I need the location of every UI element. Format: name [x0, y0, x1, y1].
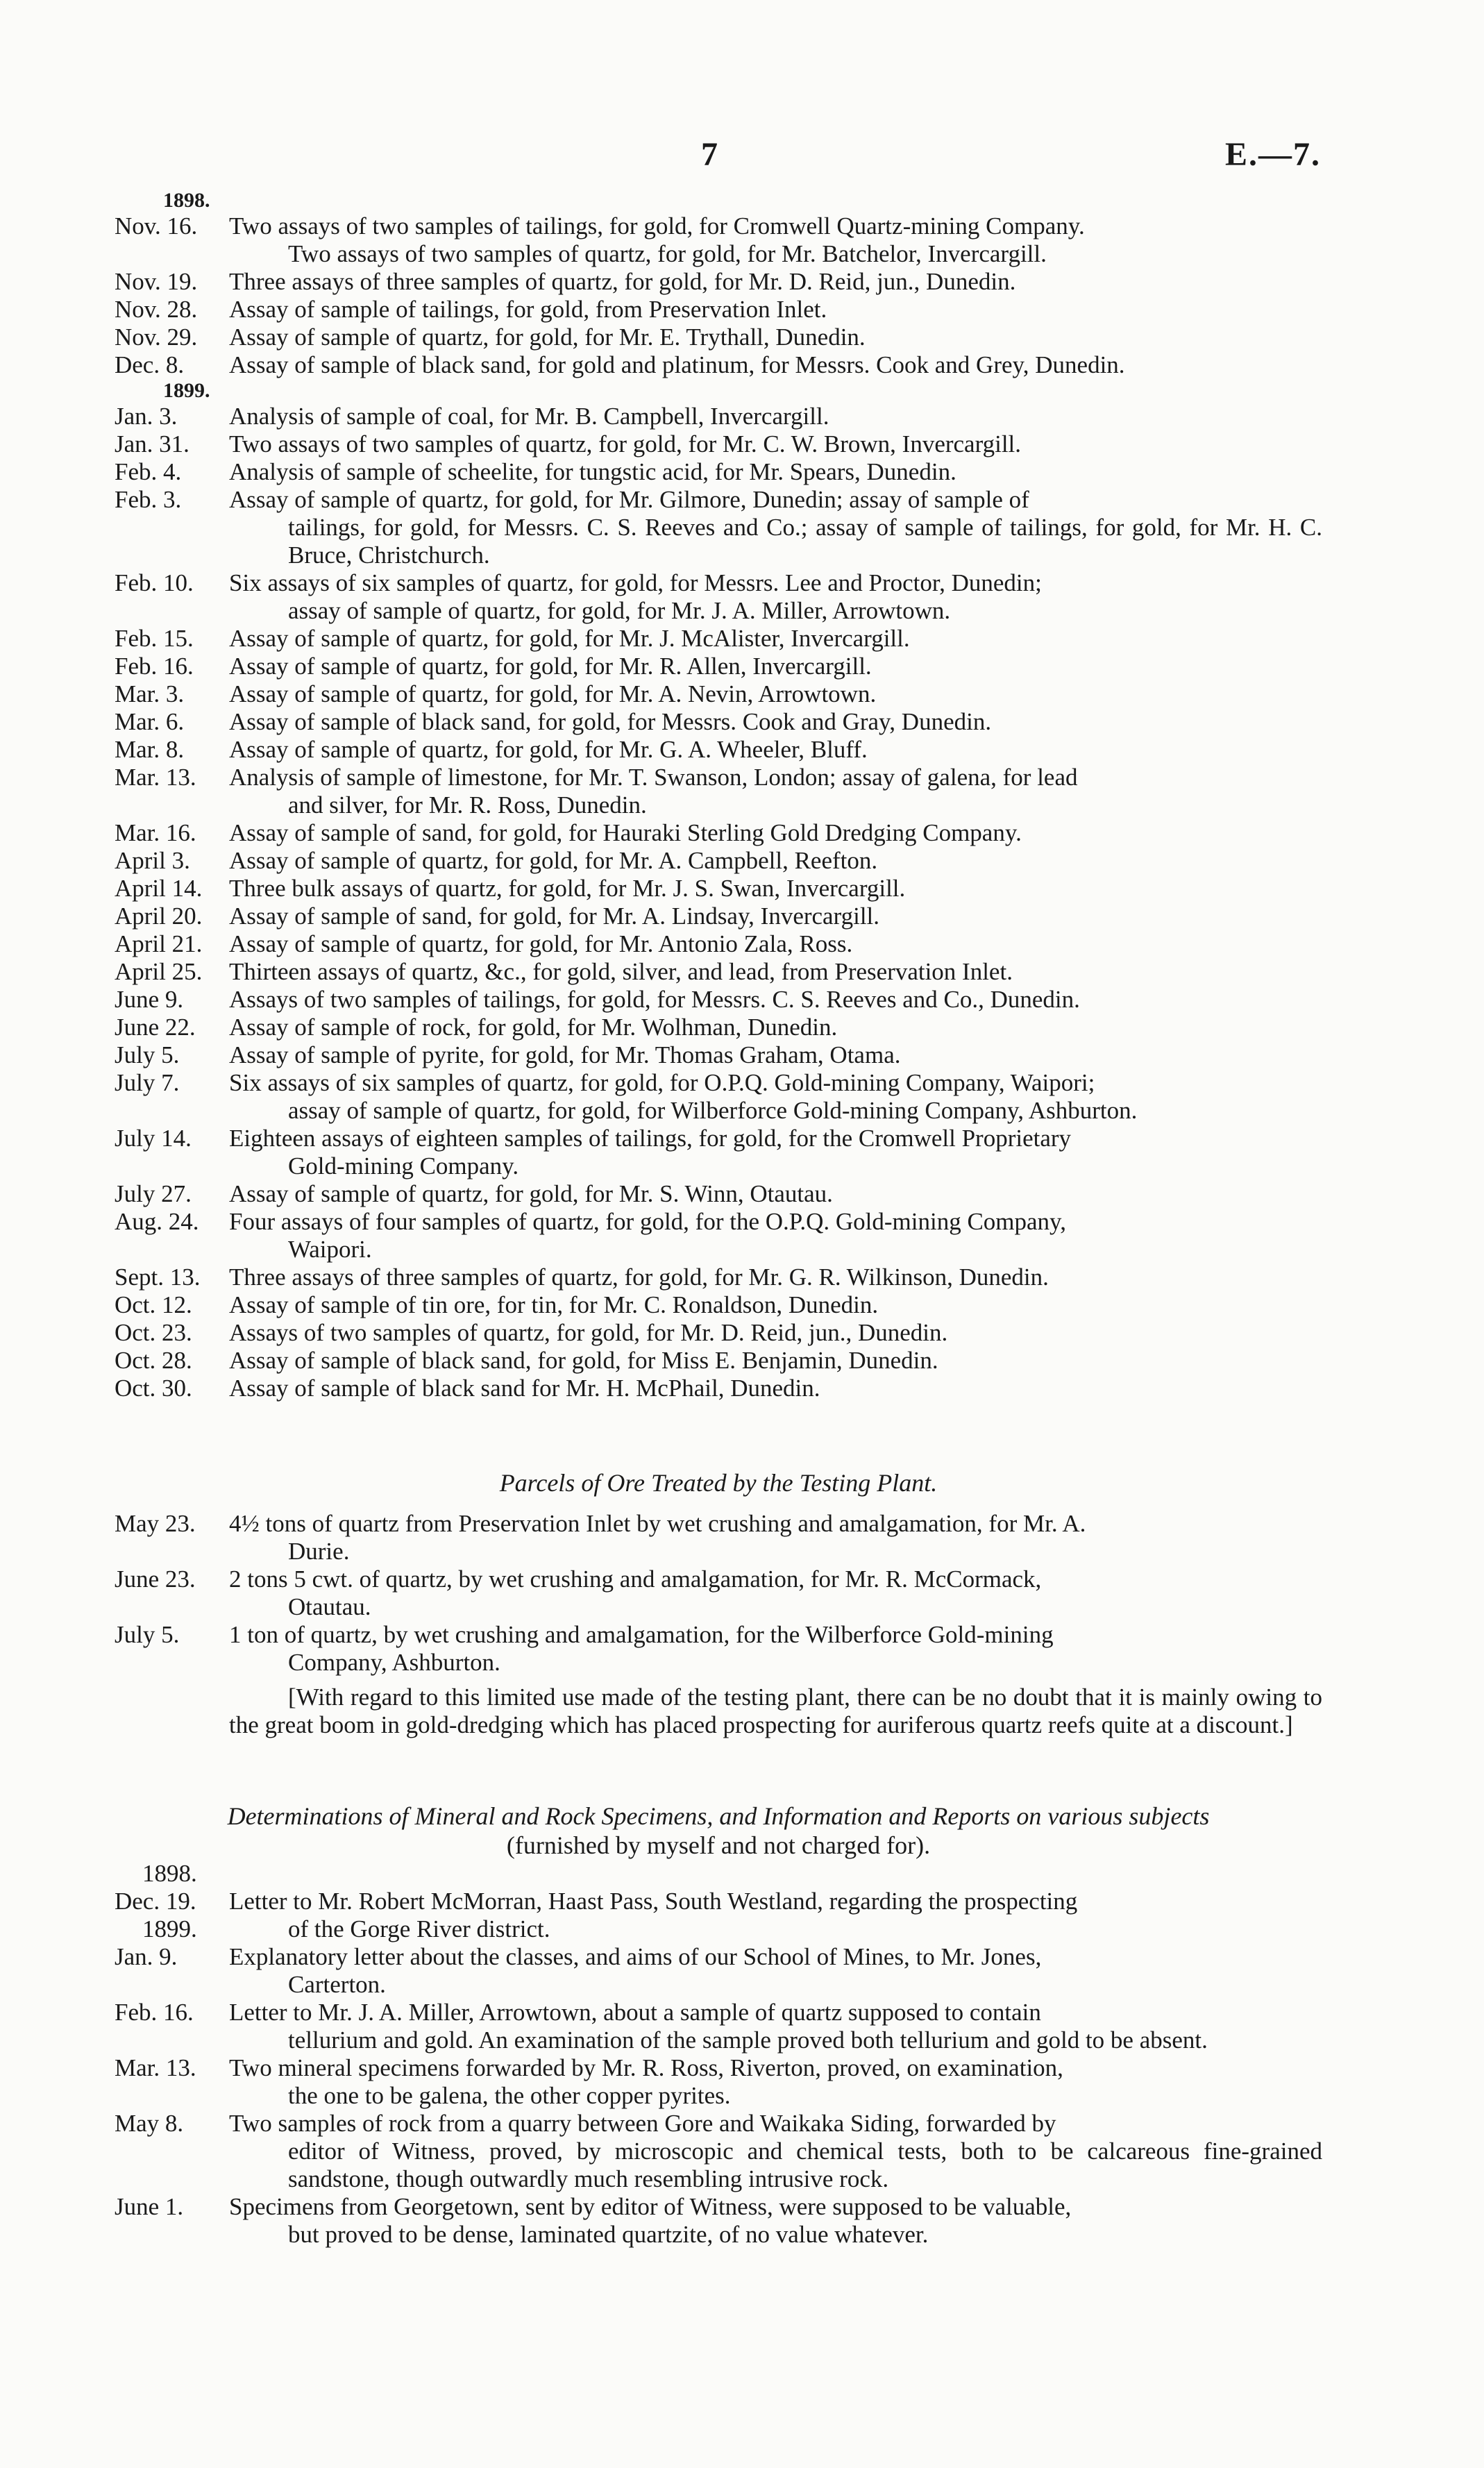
entry-date: May 8.: [115, 2110, 184, 2137]
entry-continuation: and silver, for Mr. R. Ross, Dunedin.: [288, 791, 647, 819]
list-item: [115, 958, 1322, 986]
entry-text: [229, 1208, 1322, 1264]
entry-text: [229, 1041, 1322, 1069]
list-item: [115, 736, 1322, 764]
entry-date: Dec. 8.: [115, 351, 185, 378]
list-item: [115, 1319, 1322, 1347]
entry-text: [229, 1943, 1322, 1999]
entry-date: Feb. 15.: [115, 625, 194, 652]
parcel-list: [115, 1510, 1322, 1677]
entry-date: June 23.: [115, 1565, 196, 1593]
entry-date: Aug. 24.: [115, 1208, 199, 1235]
entry-text: [229, 653, 1322, 680]
note-text: [With regard to this limited use made of the testing plant, there can be no doubt that it is mainly owing to the great boom in gold-dredging which has placed prospecting for auriferous quartz reefs quite at a discount.]: [229, 1684, 1322, 1738]
entry-date: April 14.: [115, 875, 203, 902]
entry-first-line: Two samples of rock from a quarry between Gore and Waikaka Siding, forwarded by: [229, 2110, 1056, 2137]
list-item: [115, 1999, 1322, 2054]
entry-continuation: editor of Witness, proved, by microscopic and chemical tests, both to be calcareous fine-grained sandstone, though outwardly much resembling intrusive rock.: [288, 2138, 1322, 2192]
list-item: [115, 708, 1322, 736]
entry-first-line: Letter to Mr. J. A. Miller, Arrowtown, about a sample of quartz supposed to contain: [229, 1999, 1041, 2026]
entry-first-line: 4½ tons of quartz from Preservation Inlet by wet crushing and amalgamation, for Mr. A.: [229, 1510, 1086, 1537]
entry-first-line: Assay of sample of black sand for Mr. H. McPhail, Dunedin.: [229, 1375, 820, 1402]
list-item: [115, 930, 1322, 958]
entry-text: [229, 569, 1322, 625]
entry-first-line: Two mineral specimens forwarded by Mr. R. Ross, Riverton, proved, on examination,: [229, 2054, 1063, 2081]
entry-date: Feb. 4.: [115, 458, 182, 485]
entry-text: [229, 708, 1322, 736]
entry-text: [229, 1291, 1322, 1319]
entry-text: [229, 2110, 1322, 2193]
heading-plain: (furnished by myself and not charged for).: [506, 1831, 931, 1859]
entry-date: Sept. 13.: [115, 1264, 201, 1291]
entry-first-line: Three assays of three samples of quartz, for gold, for Mr. D. Reid, jun., Dunedin.: [229, 268, 1016, 295]
list-item: [115, 903, 1322, 930]
list-item: [115, 1014, 1322, 1041]
entry-first-line: Assay of sample of quartz, for gold, for Mr. Gilmore, Dunedin; assay of sample of: [229, 486, 1029, 513]
entry-date: July 7.: [115, 1069, 180, 1096]
list-item: [115, 764, 1322, 819]
entry-date: Mar. 16.: [115, 819, 196, 846]
list-item: [115, 1375, 1322, 1402]
list-item: [115, 1208, 1322, 1264]
entry-text: [229, 1621, 1322, 1677]
list-item: [115, 296, 1322, 324]
entry-continuation: of the Gorge River district.: [288, 1915, 550, 1942]
entry-date: April 25.: [115, 958, 203, 985]
entry-first-line: Assay of sample of quartz, for gold, for Mr. G. A. Wheeler, Bluff.: [229, 736, 868, 763]
entry-date: Feb. 3.: [115, 486, 182, 513]
entry-text: [229, 847, 1322, 875]
entry-continuation: Otautau.: [288, 1593, 371, 1620]
entry-text: [229, 986, 1322, 1014]
entry-date: May 23.: [115, 1510, 196, 1537]
year-label: 1898.: [163, 189, 210, 212]
entry-date: Mar. 13.: [115, 764, 196, 791]
section-heading: Parcels of Ore Treated by the Testing Plant.: [499, 1469, 938, 1497]
entry-text: [229, 212, 1322, 268]
entry-continuation: Carterton.: [288, 1971, 386, 1998]
entry-first-line: Assay of sample of sand, for gold, for Hauraki Sterling Gold Dredging Company.: [229, 819, 1022, 846]
determination-list: [115, 1943, 1322, 2249]
entry-first-line: Assay of sample of black sand, for gold and platinum, for Messrs. Cook and Grey, Dunedin.: [229, 351, 1125, 378]
entry-date: Jan. 3.: [115, 403, 178, 430]
entry-text: [229, 1510, 1322, 1565]
entry-text: [229, 1264, 1322, 1291]
entry-first-line: Three assays of three samples of quartz, for gold, for Mr. G. R. Wilkinson, Dunedin.: [229, 1264, 1049, 1291]
entry-first-line: Assay of sample of quartz, for gold, for Mr. A. Nevin, Arrowtown.: [229, 680, 877, 707]
entry-text: [229, 764, 1322, 819]
entry-date: Nov. 28.: [115, 296, 198, 323]
entry-text: [229, 1347, 1322, 1375]
year-label: 1899.: [142, 1915, 197, 1942]
entry-first-line: Analysis of sample of limestone, for Mr. T. Swanson, London; assay of galena, for lead: [229, 764, 1078, 791]
entry-first-line: Assays of two samples of quartz, for gold, for Mr. D. Reid, jun., Dunedin.: [229, 1319, 948, 1346]
entry-date: Mar. 6.: [115, 708, 185, 735]
entry-date: Mar. 8.: [115, 736, 185, 763]
list-item: [115, 847, 1322, 875]
list-item: [115, 569, 1322, 625]
list-item: [115, 1888, 1322, 1943]
entry-continuation: the one to be galena, the other copper pyrites.: [288, 2082, 731, 2109]
entry-date: July 14.: [115, 1125, 192, 1152]
entry-first-line: Assay of sample of quartz, for gold, for Mr. A. Campbell, Reefton.: [229, 847, 878, 874]
list-item: [115, 324, 1322, 351]
entry-date: June 9.: [115, 986, 184, 1013]
parcels-section: [115, 1468, 1322, 1739]
entry-text: [229, 1014, 1322, 1041]
section-heading: [115, 1802, 1322, 1860]
entry-date: July 27.: [115, 1180, 192, 1207]
entry-text: [229, 680, 1322, 708]
entry-date: Nov. 19.: [115, 268, 198, 295]
entry-first-line: Assay of sample of pyrite, for gold, for Mr. Thomas Graham, Otama.: [229, 1041, 901, 1068]
document-reference: E.—7.: [1225, 136, 1322, 173]
entry-continuation: Gold-mining Company.: [288, 1152, 519, 1180]
entry-text: [229, 819, 1322, 847]
entry-first-line: Analysis of sample of scheelite, for tungstic acid, for Mr. Spears, Dunedin.: [229, 458, 956, 485]
entry-date: July 5.: [115, 1621, 180, 1648]
entry-text: [229, 958, 1322, 986]
entry-date: Mar. 3.: [115, 680, 185, 707]
entry-first-line: 2 tons 5 cwt. of quartz, by wet crushing and amalgamation, for Mr. R. McCormack,: [229, 1565, 1042, 1593]
entry-date: Oct. 23.: [115, 1319, 192, 1346]
list-item: [115, 1565, 1322, 1621]
entry-date: Jan. 31.: [115, 430, 189, 457]
entry-text: [229, 403, 1322, 430]
entry-text: [229, 930, 1322, 958]
entry-first-line: Assay of sample of quartz, for gold, for Mr. J. McAlister, Invercargill.: [229, 625, 910, 652]
list-item: [115, 1347, 1322, 1375]
entry-first-line: Assay of sample of quartz, for gold, for Mr. E. Trythall, Dunedin.: [229, 324, 866, 351]
entry-date: Mar. 13.: [115, 2054, 196, 2081]
entry-first-line: Letter to Mr. Robert McMorran, Haast Pass, South Westland, regarding the prospecting: [229, 1888, 1078, 1915]
entry-first-line: Assay of sample of rock, for gold, for Mr. Wolhman, Dunedin.: [229, 1014, 838, 1041]
entry-continuation: assay of sample of quartz, for gold, for Wilberforce Gold-mining Company, Ashburton.: [288, 1097, 1138, 1124]
entry-first-line: Specimens from Georgetown, sent by editor of Witness, were supposed to be valuable,: [229, 2193, 1072, 2220]
entry-text: [229, 430, 1322, 458]
entry-date: July 5.: [115, 1041, 180, 1068]
entry-text: [229, 2054, 1322, 2110]
entry-text: [229, 1999, 1322, 2054]
entry-text: [229, 1375, 1322, 1402]
list-item: [115, 1069, 1322, 1125]
list-item: [115, 430, 1322, 458]
entry-continuation: tailings, for gold, for Messrs. C. S. Reeves and Co.; assay of sample of tailings, for gold, for Mr. H. C. Bruce, Christchurch.: [288, 514, 1322, 569]
entry-continuation: but proved to be dense, laminated quartzite, of no value whatever.: [288, 2221, 929, 2248]
entry-first-line: Thirteen assays of quartz, &c., for gold, silver, and lead, from Preservation Inlet.: [229, 958, 1013, 985]
list-item: [115, 1943, 1322, 1999]
entry-text: [229, 1180, 1322, 1208]
entry-text: [229, 736, 1322, 764]
list-item: [115, 986, 1322, 1014]
list-item: [115, 819, 1322, 847]
determinations-section: [115, 1802, 1322, 2249]
entry-date: June 22.: [115, 1014, 196, 1041]
entry-text: [229, 1125, 1322, 1180]
year-label: 1899.: [163, 379, 210, 402]
entry-first-line: Six assays of six samples of quartz, for gold, for O.P.Q. Gold-mining Company, Waipori;: [229, 1069, 1095, 1096]
entry-text: [229, 1888, 1322, 1943]
heading-italic: Determinations of Mineral and Rock Specimens, and Information and Reports on various subjects: [227, 1802, 1210, 1830]
entry-first-line: Assay of sample of quartz, for gold, for Mr. Antonio Zala, Ross.: [229, 930, 853, 957]
entry-first-line: Two assays of two samples of quartz, for gold, for Mr. C. W. Brown, Invercargill.: [229, 430, 1022, 457]
entry-first-line: Two assays of two samples of tailings, for gold, for Cromwell Quartz-mining Company.: [229, 212, 1085, 240]
list-item: [115, 1041, 1322, 1069]
entry-continuation: Two assays of two samples of quartz, for gold, for Mr. Batchelor, Invercargill.: [288, 240, 1047, 267]
entry-first-line: Assay of sample of quartz, for gold, for Mr. S. Winn, Otautau.: [229, 1180, 833, 1207]
entry-text: [229, 1565, 1322, 1621]
entry-text: [229, 351, 1322, 379]
entry-date: Dec. 19.: [115, 1888, 196, 1915]
list-item: [115, 403, 1322, 430]
entry-date: Nov. 29.: [115, 324, 198, 351]
assays-section: [115, 189, 1322, 1402]
entry-first-line: Assays of two samples of tailings, for gold, for Messrs. C. S. Reeves and Co., Dunedin.: [229, 986, 1080, 1013]
list-item: [115, 2193, 1322, 2249]
list-item: [115, 268, 1322, 296]
entry-date: Oct. 12.: [115, 1291, 192, 1318]
list-item: [115, 2054, 1322, 2110]
entry-first-line: Eighteen assays of eighteen samples of tailings, for gold, for the Cromwell Proprietary: [229, 1125, 1072, 1152]
list-item: [115, 351, 1322, 379]
entry-text: [229, 458, 1322, 486]
entry-first-line: Assay of sample of tin ore, for tin, for Mr. C. Ronaldson, Dunedin.: [229, 1291, 879, 1318]
entry-text: [229, 486, 1322, 569]
entry-date: April 20.: [115, 903, 203, 930]
list-item: [115, 486, 1322, 569]
list-item: [115, 1180, 1322, 1208]
entry-date: April 3.: [115, 847, 190, 874]
entry-text: [229, 875, 1322, 903]
year-label: 1898.: [142, 1860, 197, 1887]
entry-date: Nov. 16.: [115, 212, 198, 240]
entry-continuation: assay of sample of quartz, for gold, for Mr. J. A. Miller, Arrowtown.: [288, 597, 951, 624]
list-item: [115, 1621, 1322, 1677]
entry-text: [229, 324, 1322, 351]
entry-first-line: Assay of sample of quartz, for gold, for Mr. R. Allen, Invercargill.: [229, 653, 872, 680]
entry-first-line: 1 ton of quartz, by wet crushing and amalgamation, for the Wilberforce Gold-mining: [229, 1621, 1054, 1648]
entry-first-line: Assay of sample of sand, for gold, for Mr. A. Lindsay, Invercargill.: [229, 903, 880, 930]
entry-date: Oct. 30.: [115, 1375, 192, 1402]
entry-text: [229, 1319, 1322, 1347]
entry-first-line: Assay of sample of black sand, for gold, for Miss E. Benjamin, Dunedin.: [229, 1347, 938, 1374]
list-item: [115, 875, 1322, 903]
list-item: [115, 1125, 1322, 1180]
entry-date: June 1.: [115, 2193, 184, 2220]
list-item: [115, 458, 1322, 486]
list-item: [115, 1264, 1322, 1291]
entry-date: Oct. 28.: [115, 1347, 192, 1374]
entry-text: [229, 2193, 1322, 2249]
list-item: [115, 653, 1322, 680]
entry-text: [229, 903, 1322, 930]
entry-continuation: Durie.: [288, 1538, 350, 1565]
entry-date: Feb. 10.: [115, 569, 194, 596]
assay-list-1899: [115, 403, 1322, 1402]
list-item: [115, 1291, 1322, 1319]
entry-first-line: Four assays of four samples of quartz, for gold, for the O.P.Q. Gold-mining Company,: [229, 1208, 1067, 1235]
entry-first-line: Assay of sample of black sand, for gold, for Messrs. Cook and Gray, Dunedin.: [229, 708, 992, 735]
list-item: [115, 1510, 1322, 1565]
entry-date: Feb. 16.: [115, 653, 194, 680]
entry-continuation: tellurium and gold. An examination of the sample proved both tellurium and gold to be absent.: [288, 2026, 1208, 2054]
page-number: 7: [701, 136, 718, 173]
entry-first-line: Three bulk assays of quartz, for gold, for Mr. J. S. Swan, Invercargill.: [229, 875, 906, 902]
entry-first-line: Analysis of sample of coal, for Mr. B. Campbell, Invercargill.: [229, 403, 829, 430]
list-item: [115, 212, 1322, 268]
entry-first-line: Explanatory letter about the classes, and aims of our School of Mines, to Mr. Jones,: [229, 1943, 1042, 1970]
entry-text: [229, 296, 1322, 324]
entry-first-line: Six assays of six samples of quartz, for gold, for Messrs. Lee and Proctor, Dunedin;: [229, 569, 1042, 596]
entry-continuation: Company, Ashburton.: [288, 1649, 500, 1676]
entry-text: [229, 268, 1322, 296]
entry-date: Jan. 9.: [115, 1943, 178, 1970]
entry-continuation: Waipori.: [288, 1236, 372, 1263]
assay-list-1898: [115, 212, 1322, 379]
entry-date: April 21.: [115, 930, 203, 957]
list-item: [115, 2110, 1322, 2193]
entry-date: Feb. 16.: [115, 1999, 194, 2026]
list-item: [115, 680, 1322, 708]
entry-text: [229, 625, 1322, 653]
note-paragraph: [115, 1684, 1322, 1739]
entry-first-line: Assay of sample of tailings, for gold, from Preservation Inlet.: [229, 296, 827, 323]
list-item: [115, 625, 1322, 653]
entry-text: [229, 1069, 1322, 1125]
